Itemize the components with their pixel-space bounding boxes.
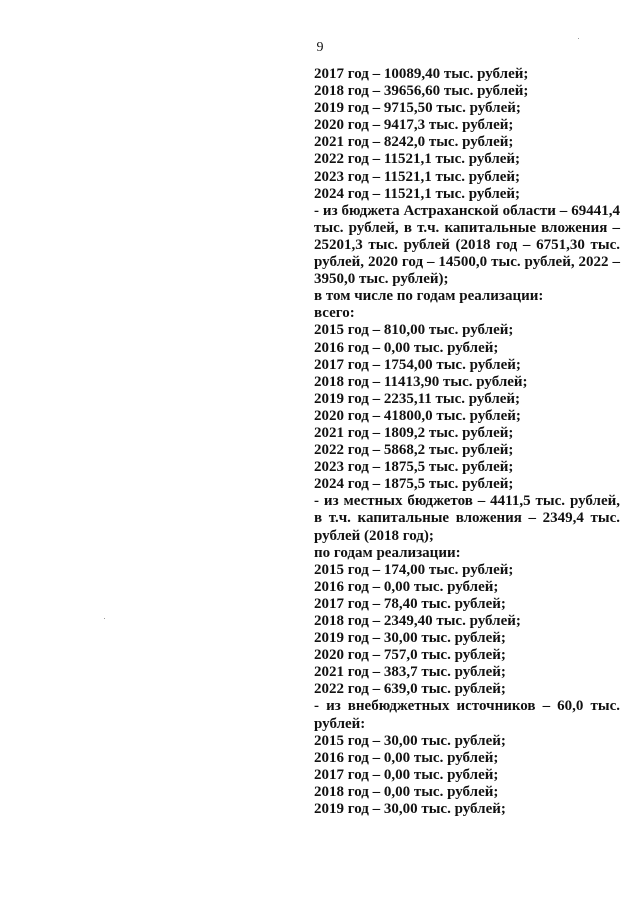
- regional-yearly-list: [314, 288, 620, 493]
- list-item: 2023 год – 11521,1 тыс. рублей;: [314, 168, 521, 185]
- list-item: 2015 год – 174,00 тыс. рублей;: [314, 561, 514, 578]
- list-item: 2016 год – 0,00 тыс. рублей;: [314, 749, 499, 766]
- list-item: 2015 год – 30,00 тыс. рублей;: [314, 732, 506, 749]
- list-item: в том числе по годам реализации:: [314, 288, 544, 305]
- list-item: 2020 год – 9417,3 тыс. рублей;: [314, 117, 514, 134]
- list-item: 2017 год – 0,00 тыс. рублей;: [314, 766, 499, 783]
- list-item: 2017 год – 1754,00 тыс. рублей;: [314, 356, 521, 373]
- extrabudget-paragraph: - из внебюджетных источников – 60,0 тыс. рублей:: [314, 698, 620, 732]
- document-body: [314, 66, 620, 818]
- list-item: 2018 год – 2349,40 тыс. рублей;: [314, 613, 521, 629]
- list-item: 2024 год – 1875,5 тыс. рублей;: [314, 476, 514, 493]
- list-item: 2021 год – 1809,2 тыс. рублей;: [314, 424, 514, 441]
- list-item: 2022 год – 639,0 тыс. рублей;: [314, 681, 506, 698]
- list-item: 2019 год – 9715,50 тыс. рублей;: [314, 100, 521, 117]
- list-item: 2016 год – 0,00 тыс. рублей;: [314, 578, 499, 595]
- page-number: 9: [316, 40, 324, 55]
- list-item: 2023 год – 1875,5 тыс. рублей;: [314, 459, 514, 476]
- list-item: 2017 год – 10089,40 тыс. рублей;: [314, 66, 529, 82]
- local-budget-paragraph: - из местных бюджетов – 4411,5 тыс. рублей, в т.ч. капитальные вложения – 2349,4 тыс. рублей (2018 год);: [314, 493, 620, 544]
- list-item: 2021 год – 8242,0 тыс. рублей;: [314, 134, 514, 151]
- list-item: 2018 год – 39656,60 тыс. рублей;: [314, 83, 529, 100]
- list-item: 2024 год – 11521,1 тыс. рублей;: [314, 185, 521, 202]
- list-item: 2019 год – 30,00 тыс. рублей;: [314, 630, 506, 647]
- regional-budget-paragraph: - из бюджета Астраханской области – 69441,4 тыс. рублей, в т.ч. капитальные вложения – 25201,3 тыс. рублей (2018 год – 6751,30 тыс. рублей, 2020 год – 14500,0 тыс. рублей, 2022 – 3950,0 тыс. рублей);: [314, 202, 620, 288]
- list-item: 2018 год – 11413,90 тыс. рублей;: [314, 373, 528, 390]
- list-item: 2021 год – 383,7 тыс. рублей;: [314, 664, 506, 681]
- list-item: всего:: [314, 305, 355, 322]
- list-item: 2016 год – 0,00 тыс. рублей;: [314, 339, 499, 356]
- list-item: 2019 год – 2235,11 тыс. рублей;: [314, 390, 521, 407]
- federal-yearly-list: [314, 66, 620, 203]
- list-item: 2018 год – 0,00 тыс. рублей;: [314, 783, 499, 800]
- scan-speck: [578, 38, 579, 39]
- list-item: 2022 год – 5868,2 тыс. рублей;: [314, 442, 514, 459]
- list-item: 2019 год – 30,00 тыс. рублей;: [314, 801, 506, 818]
- list-item: 2020 год – 41800,0 тыс. рублей;: [314, 407, 521, 424]
- list-item: по годам реализации:: [314, 544, 461, 561]
- list-item: 2020 год – 757,0 тыс. рублей;: [314, 647, 506, 664]
- list-item: 2015 год – 810,00 тыс. рублей;: [314, 322, 514, 339]
- extrabudget-yearly-list: [314, 733, 620, 818]
- local-yearly-list: [314, 545, 620, 699]
- scan-speck: [104, 618, 105, 619]
- list-item: 2017 год – 78,40 тыс. рублей;: [314, 595, 506, 612]
- list-item: 2022 год – 11521,1 тыс. рублей;: [314, 151, 521, 168]
